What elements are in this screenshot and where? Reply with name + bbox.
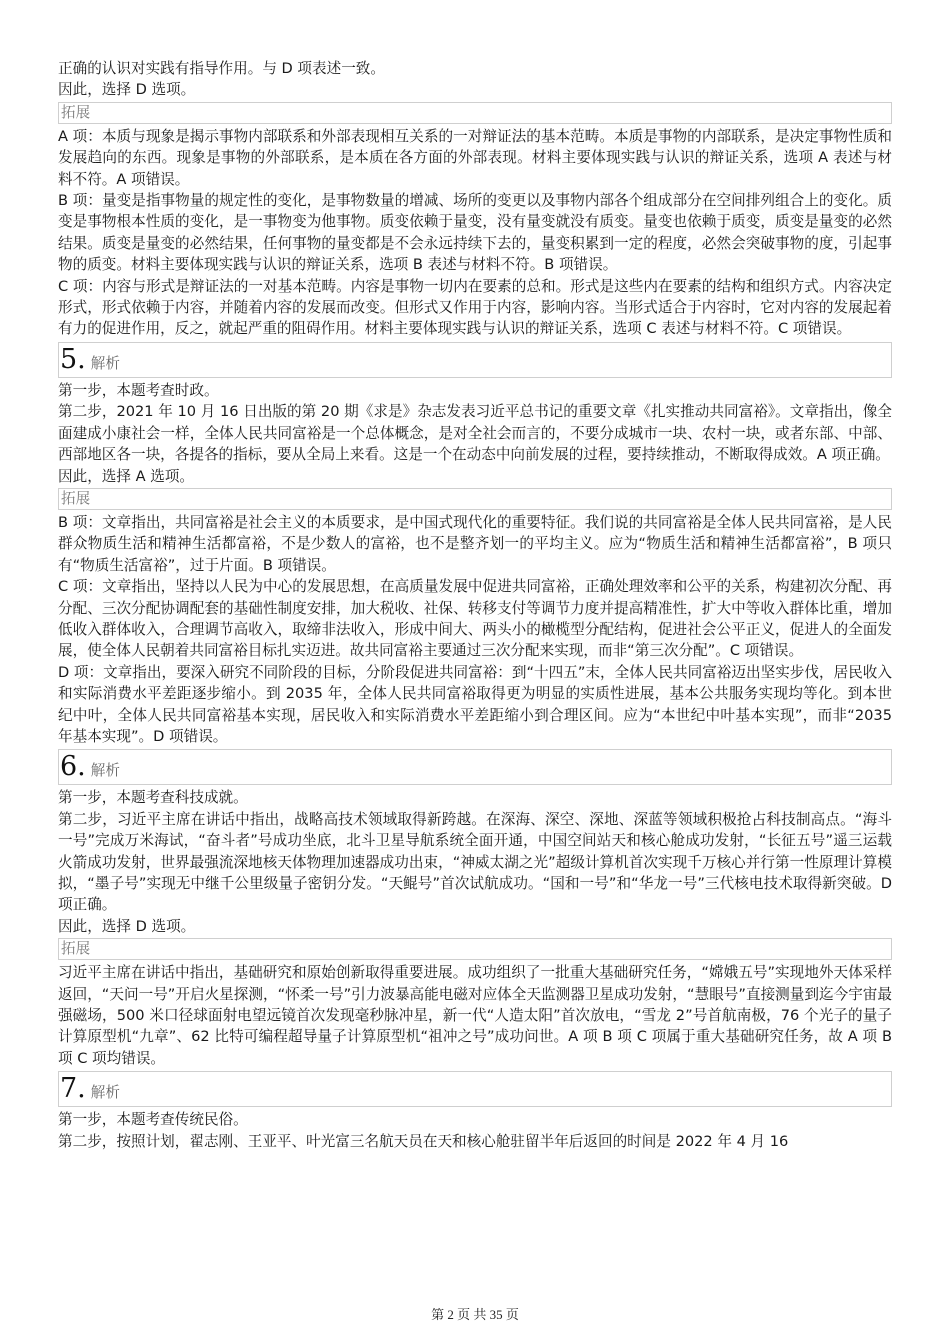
q6-expand-text: 习近平主席在讲话中指出，基础研究和原始创新取得重要进展。成功组织了一批重大基础研究任务，“嫦娥五号”实现地外天体采样返回，“天问一号”开启火星探测，“怀柔一号”引力波暴高能电磁对应体全天监测器卫星成功发射，“慧眼号”直接测量到迄今宇宙最强磁场，500 米口径球面射电望远镜首次发现毫秒脉冲星，新一代“人造太阳”首次放电，“雪龙 2”号首航南极，76 个光子的量子计算原型机“九章”、62 比特可编程超导量子计算原型机“祖冲之号”成功问世。A 项 B 项 C 项属于重大基础研究任务，故 A 项 B 项 C 项均错误。 (58, 964, 892, 1067)
question-number: 6. (60, 751, 86, 783)
question-number: 5. (60, 343, 86, 375)
q5-option-b: B 项：文章指出，共同富裕是社会主义的本质要求，是中国式现代化的重要特征。我们说的共同富裕是全体人民共同富裕，是人民群众物质生活和精神生活都富裕，不是少数人的富裕，也不是整齐划一的平均主义。应为“物质生活和精神生活都富裕”，B 项只有“物质生活富裕”，过于片面。B 项错误。 (58, 513, 892, 574)
question-number: 7. (60, 1073, 86, 1105)
q7-step2: 第二步，按照计划，翟志刚、王亚平、叶光富三名航天员在天和核心舱驻留半年后返回的时间是 2022 年 4 月 16 (58, 1132, 789, 1150)
question-5-header (58, 342, 892, 378)
page-footer: 第 2 页 共 35 页 (431, 1307, 519, 1322)
q7-step1: 第一步，本题考查传统民俗。 (58, 1111, 248, 1129)
q6-conclusion: 因此，选择 D 选项。 (58, 917, 196, 935)
analysis-label: 解析 (90, 1084, 120, 1102)
q4-conclusion: 因此，选择 D 选项。 (58, 81, 196, 99)
expand-header: 拓展 (58, 102, 892, 124)
question-7-header (58, 1071, 892, 1107)
q5-step1: 第一步，本题考查时政。 (58, 381, 219, 399)
q4-option-b: B 项：量变是指事物量的规定性的变化，是事物数量的增减、场所的变更以及事物内部各个组成部分在空间排列组合上的变化。质变是事物根本性质的变化，是一事物变为他事物。质变依赖于量变，没有量变就没有质变。量变也依赖于质变，质变是量变的必然结果。质变是量变的必然结果，任何事物的量变都是不会永远持续下去的，量变积累到一定的程度，必然会突破事物的度，引起事物的质变。材料主要体现实践与认识的辩证关系，选项 B 表述与材料不符。B 项错误。 (58, 192, 892, 274)
q6-step2: 第二步，习近平主席在讲话中指出，战略高技术领域取得新跨越。在深海、深空、深地、深蓝等领域积极抢占科技制高点。“海斗一号”完成万米海试，“奋斗者”号成功坐底，北斗卫星导航系统全面开通，中国空间站天和核心舱成功发射，“长征五号”遥三运载火箭成功发射，世界最强流深地核天体物理加速器成功出束，“神威太湖之光”超级计算机首次实现千万核心并行第一性原理计算模拟，“墨子号”实现无中继千公里级量子密钥分发。“天鲲号”首次试航成功。“国和一号”和“华龙一号”三代核电技术取得新突破。D 项正确。 (58, 810, 892, 914)
analysis-label: 解析 (90, 762, 120, 780)
q4-option-a: A 项：本质与现象是揭示事物内部联系和外部表现相互关系的一对辩证法的基本范畴。本质是事物的内部联系，是决定事物性质和发展趋向的东西。现象是事物的外部联系，是本质在各方面的外部表现。材料主要体现实践与认识的辩证关系，选项 A 表述与材料不符。A 项错误。 (58, 127, 892, 188)
q4-text-tail: 正确的认识对实践有指导作用。与 D 项表述一致。 (58, 60, 385, 77)
question-6-header (58, 749, 892, 785)
q5-step2: 第二步，2021 年 10 月 16 日出版的第 20 期《求是》杂志发表习近平总书记的重要文章《扎实推动共同富裕》。文章指出，像全面建成小康社会一样，全体人民共同富裕是一个总体概念，是对全社会而言的，不要分成城市一块、农村一块，或者东部、中部、西部地区各一块，各提各的指标，要从全局上来看。这是一个在动态中向前发展的过程，要持续推动，不断取得成效。A 项正确。 (58, 403, 892, 464)
expand-header: 拓展 (58, 938, 892, 960)
analysis-label: 解析 (90, 354, 120, 372)
q4-option-c: C 项：内容与形式是辩证法的一对基本范畴。内容是事物一切内在要素的总和。形式是这些内在要素的结构和组织方式。内容决定形式，形式依赖于内容，并随着内容的发展而改变。但形式又作用于内容，影响内容。当形式适合于内容时，它对内容的发展起着有力的促进作用，反之，就起严重的阻碍作用。材料主要体现实践与认识的辩证关系，选项 C 表述与材料不符。C 项错误。 (58, 277, 892, 338)
q5-option-c: C 项：文章指出，坚持以人民为中心的发展思想，在高质量发展中促进共同富裕，正确处理效率和公平的关系，构建初次分配、再分配、三次分配协调配套的基础性制度安排，加大税收、社保、转移支付等调节力度并提高精准性，扩大中等收入群体比重，增加低收入群体收入，合理调节高收入，取缔非法收入，形成中间大、两头小的橄榄型分配结构，促进社会公平正义，促进人的全面发展，使全体人民朝着共同富裕目标扎实迈进。故共同富裕主要通过三次分配来实现，而非“第三次分配”。C 项错误。 (58, 578, 892, 660)
q5-option-d: D 项：文章指出，要深入研究不同阶段的目标，分阶段促进共同富裕：到“十四五”末，全体人民共同富裕迈出坚实步伐，居民收入和实际消费水平差距逐步缩小。到 2035 年，全体人民共同富裕取得更为明显的实质性进展，基本公共服务实现均等化。到本世纪中叶，全体人民共同富裕基本实现，居民收入和实际消费水平差距缩小到合理区间。应为“本世纪中叶基本实现”，而非“2035 年基本实现”。D 项错误。 (58, 663, 892, 745)
q5-conclusion: 因此，选择 A 选项。 (58, 467, 195, 485)
expand-header: 拓展 (58, 488, 892, 510)
document-page (58, 58, 892, 1152)
q6-step1: 第一步，本题考查科技成就。 (58, 789, 248, 807)
